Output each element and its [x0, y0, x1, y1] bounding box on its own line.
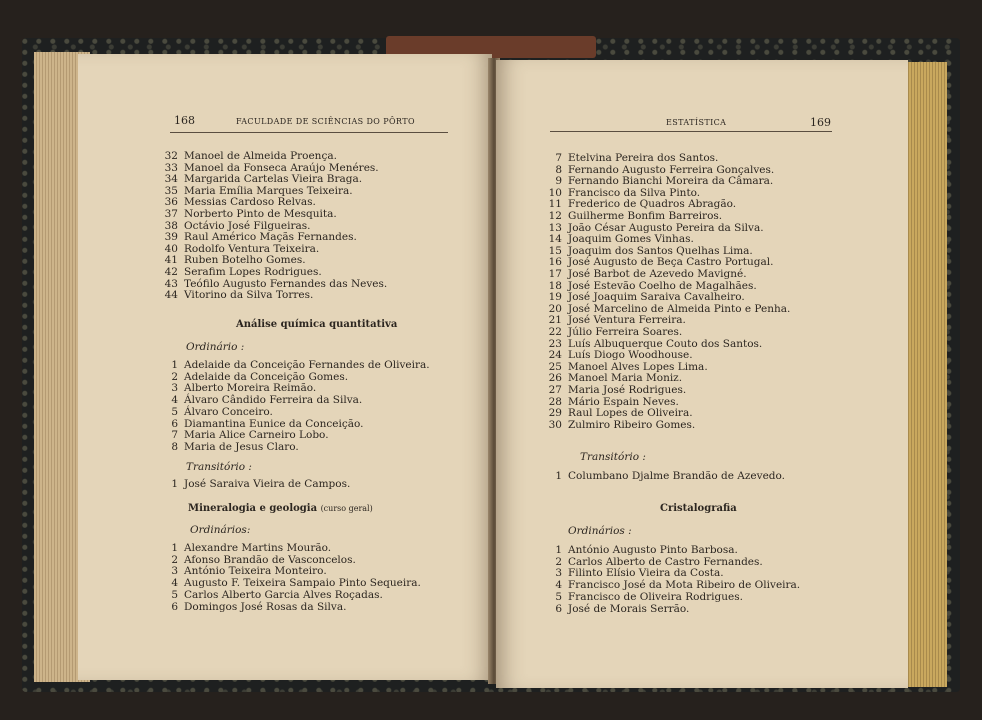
item-name: Teófilo Augusto Fernandes das Neves. — [184, 277, 388, 290]
list-item — [546, 152, 718, 164]
right-page-edges — [903, 62, 947, 687]
item-name: Francisco José da Mota Ribeiro de Oliveira. — [568, 579, 801, 592]
item-number: 32 — [164, 150, 178, 162]
item-number: 1 — [555, 544, 562, 556]
item-name: Augusto F. Teixeira Sampaio Pinto Sequeira. — [184, 577, 421, 590]
item-number: 12 — [548, 210, 562, 222]
list-item — [164, 208, 337, 220]
item-name: Norberto Pinto de Mesquita. — [184, 208, 337, 220]
item-name: Maria Alice Carneiro Lobo. — [184, 429, 329, 442]
item-name: António Augusto Pinto Barbosa. — [568, 544, 738, 556]
list-item — [164, 278, 387, 290]
item-number: 17 — [548, 268, 562, 280]
mineralogia-note: (curso geral) — [320, 504, 373, 513]
page-number-left: 168 — [174, 114, 195, 127]
item-name: Raul Lopes de Oliveira. — [568, 407, 693, 420]
list-item — [164, 542, 331, 554]
list-item — [546, 303, 790, 315]
item-number: 18 — [548, 279, 562, 292]
list-item — [546, 187, 700, 199]
item-name: José Joaquim Saraiva Cavalheiro. — [568, 291, 745, 304]
item-name: Carlos Alberto Garcia Alves Roçadas. — [184, 588, 383, 601]
item-name: Guilherme Bonfim Barreiros. — [568, 210, 723, 222]
item-number: 29 — [548, 407, 562, 420]
item-number: 11 — [548, 198, 562, 211]
item-name: Luís Diogo Woodhouse. — [568, 349, 693, 362]
list-item — [546, 338, 762, 350]
list-item — [546, 556, 763, 568]
item-name: Francisco da Silva Pinto. — [568, 186, 701, 199]
list-item — [546, 256, 773, 268]
item-number: 42 — [164, 266, 178, 278]
item-name: Margarida Cartelas Vieira Braga. — [184, 173, 363, 186]
list-item — [164, 231, 357, 243]
item-number: 15 — [548, 244, 562, 257]
list-item — [546, 326, 682, 338]
right-page — [496, 60, 908, 688]
section-title-mineralogia — [188, 503, 373, 514]
item-name: Filinto Elísio Vieira da Costa. — [568, 567, 724, 580]
item-name: José Ventura Ferreira. — [568, 314, 686, 327]
item-name: Manoel Alves Lopes Lima. — [568, 360, 708, 373]
item-name: Joaquim dos Santos Quelhas Lima. — [568, 244, 753, 257]
list-item — [546, 222, 764, 234]
list-item — [546, 164, 774, 176]
section-title-analise: Análise química quantitativa — [236, 319, 398, 330]
list-item — [546, 175, 773, 187]
item-number: 23 — [548, 337, 562, 350]
item-name: Álvaro Cândido Ferreira da Silva. — [184, 394, 363, 407]
item-name: Fernando Augusto Ferreira Gonçalves. — [568, 163, 775, 176]
list-item — [164, 418, 363, 430]
item-number: 2 — [555, 555, 562, 568]
ordinario-label: Ordinário : — [186, 341, 245, 353]
list-item — [164, 150, 337, 162]
list-item — [546, 591, 743, 603]
item-number: 27 — [548, 384, 562, 396]
item-number: 33 — [164, 161, 178, 174]
item-number: 1 — [171, 478, 178, 490]
header-rule-left — [170, 132, 448, 133]
list-item — [164, 589, 383, 601]
list-item — [164, 359, 430, 371]
list-item — [164, 173, 362, 185]
ordinarios-label-right: Ordinários : — [568, 525, 632, 537]
list-item — [546, 291, 745, 303]
item-name: Manoel de Almeida Proença. — [184, 150, 337, 162]
list-item — [546, 544, 738, 556]
item-name: Francisco de Oliveira Rodrigues. — [568, 590, 743, 603]
item-number: 20 — [548, 302, 562, 315]
item-number: 41 — [164, 254, 178, 267]
header-rule-right — [550, 131, 832, 132]
list-item — [546, 268, 747, 280]
item-name: Carlos Alberto de Castro Fernandes. — [568, 555, 763, 568]
list-item — [164, 565, 327, 577]
running-header-left: FACULDADE DE SCIÊNCIAS DO PÔRTO — [236, 117, 415, 126]
item-name: Adelaide da Conceição Gomes. — [184, 370, 349, 383]
item-name: Alexandre Martins Mourão. — [184, 542, 332, 554]
list-item — [164, 601, 346, 613]
item-name: Maria José Rodrigues. — [568, 384, 687, 396]
list-item — [546, 233, 694, 245]
item-number: 10 — [548, 186, 562, 199]
item-number: 4 — [171, 577, 178, 590]
item-name: José Estevão Coelho de Magalhães. — [568, 279, 757, 292]
item-number: 3 — [171, 565, 178, 578]
item-name: Afonso Brandão de Vasconcelos. — [184, 553, 356, 566]
item-name: Zulmiro Ribeiro Gomes. — [568, 418, 696, 431]
item-number: 1 — [171, 359, 178, 371]
item-number: 39 — [164, 231, 178, 244]
item-number: 5 — [171, 588, 178, 601]
item-number: 2 — [171, 553, 178, 566]
list-item — [164, 243, 319, 255]
item-name: Etelvina Pereira dos Santos. — [568, 152, 719, 164]
item-name: Luís Albuquerque Couto dos Santos. — [568, 337, 763, 350]
list-item — [546, 361, 708, 373]
list-item — [546, 314, 686, 326]
item-number: 43 — [164, 277, 178, 290]
list-item — [164, 554, 356, 566]
list-item — [546, 396, 679, 408]
item-number: 4 — [555, 579, 562, 592]
mineralogia-title: Mineralogia e geologia — [188, 503, 318, 514]
item-number: 1 — [555, 470, 562, 482]
item-number: 1 — [171, 542, 178, 554]
list-item — [546, 470, 785, 482]
item-number: 5 — [555, 590, 562, 603]
item-name: Serafim Lopes Rodrigues. — [184, 266, 322, 278]
item-number: 5 — [171, 405, 178, 418]
item-name: José Marcelino de Almeida Pinto e Penha. — [568, 302, 791, 315]
list-item — [164, 394, 362, 406]
item-number: 7 — [555, 152, 562, 164]
list-item — [546, 384, 686, 396]
item-number: 6 — [171, 417, 178, 430]
list-item — [164, 289, 313, 301]
list-item — [546, 603, 689, 615]
item-name: Adelaide da Conceição Fernandes de Oliveira. — [184, 359, 430, 371]
item-number: 8 — [555, 163, 562, 176]
item-name: Álvaro Conceiro. — [184, 405, 273, 418]
list-item — [164, 266, 322, 278]
list-item — [164, 441, 299, 453]
list-item — [546, 210, 722, 222]
item-name: Octávio José Filgueiras. — [184, 219, 311, 232]
item-name: Alberto Moreira Reimão. — [184, 382, 317, 395]
list-item — [164, 429, 329, 441]
item-number: 14 — [548, 233, 562, 246]
item-name: Ruben Botelho Gomes. — [184, 254, 306, 267]
item-name: Maria Emília Marques Teixeira. — [184, 184, 353, 197]
list-item — [164, 371, 348, 383]
list-item — [164, 196, 316, 208]
list-item — [164, 162, 379, 174]
list-item — [164, 478, 350, 490]
list-item — [164, 254, 306, 266]
list-item — [546, 198, 736, 210]
item-number: 24 — [548, 349, 562, 362]
item-name: Raul Américo Maçãs Fernandes. — [184, 231, 357, 244]
item-number: 3 — [171, 382, 178, 395]
item-number: 38 — [164, 219, 178, 232]
item-number: 4 — [171, 394, 178, 407]
item-number: 8 — [171, 440, 178, 453]
list-item — [164, 406, 273, 418]
item-number: 25 — [548, 360, 562, 373]
left-page — [78, 54, 492, 680]
list-item — [546, 349, 693, 361]
item-name: José Augusto de Beça Castro Portugal. — [568, 256, 774, 269]
item-name: José Saraiva Vieira de Campos. — [184, 478, 351, 490]
item-number: 34 — [164, 173, 178, 186]
list-item — [546, 245, 753, 257]
item-number: 6 — [171, 600, 178, 613]
item-number: 37 — [164, 208, 178, 220]
item-name: José Barbot de Azevedo Mavigné. — [568, 268, 747, 280]
item-name: Júlio Ferreira Soares. — [568, 326, 683, 338]
item-name: Manoel Maria Moniz. — [568, 372, 683, 385]
item-number: 44 — [164, 289, 178, 302]
transitorio-label-left: Transitório : — [186, 461, 252, 473]
item-name: José de Morais Serrão. — [568, 602, 690, 615]
ordinarios-label-left: Ordinários: — [190, 524, 251, 536]
running-header-right: ESTATÍSTICA — [666, 118, 727, 127]
list-item — [546, 419, 695, 431]
list-item — [164, 577, 421, 589]
item-name: Vitorino da Silva Torres. — [184, 289, 314, 302]
item-number: 6 — [555, 602, 562, 615]
item-number: 35 — [164, 184, 178, 197]
item-name: Maria de Jesus Claro. — [184, 440, 299, 453]
list-item — [546, 280, 757, 292]
item-name: António Teixeira Monteiro. — [184, 565, 327, 578]
transitorio-label-right: Transitório : — [580, 451, 646, 463]
list-item — [546, 567, 724, 579]
list-item — [546, 372, 682, 384]
list-item — [546, 579, 800, 591]
item-name: Mário Espain Neves. — [568, 395, 679, 408]
item-name: Manoel da Fonseca Araújo Menéres. — [184, 161, 379, 174]
list-item — [546, 407, 693, 419]
item-number: 16 — [548, 256, 562, 269]
item-name: Fernando Bianchi Moreira da Câmara. — [568, 175, 774, 188]
item-name: João César Augusto Pereira da Silva. — [568, 221, 764, 234]
item-number: 40 — [164, 242, 178, 255]
section-title-cristalografia: Cristalografia — [660, 503, 737, 514]
item-number: 13 — [548, 221, 562, 234]
item-number: 7 — [171, 429, 178, 442]
list-item — [164, 185, 353, 197]
item-number: 26 — [548, 372, 562, 385]
list-item — [164, 220, 310, 232]
item-name: Frederico de Quadros Abragão. — [568, 198, 737, 211]
item-name: Domingos José Rosas da Silva. — [184, 600, 347, 613]
item-number: 19 — [548, 291, 562, 304]
item-name: Messias Cardoso Relvas. — [184, 196, 316, 209]
page-number-right: 169 — [810, 116, 831, 129]
list-item — [164, 382, 316, 394]
item-name: Diamantina Eunice da Conceição. — [184, 417, 364, 430]
item-number: 9 — [555, 175, 562, 188]
item-number: 30 — [548, 418, 562, 431]
item-name: Joaquim Gomes Vinhas. — [568, 233, 694, 246]
item-number: 2 — [171, 370, 178, 383]
item-number: 21 — [548, 314, 562, 327]
item-number: 22 — [548, 326, 562, 338]
item-number: 3 — [555, 567, 562, 580]
item-number: 36 — [164, 196, 178, 209]
item-name: Rodolfo Ventura Teixeira. — [184, 242, 320, 255]
item-number: 28 — [548, 395, 562, 408]
item-name: Columbano Djalme Brandão de Azevedo. — [568, 470, 785, 482]
